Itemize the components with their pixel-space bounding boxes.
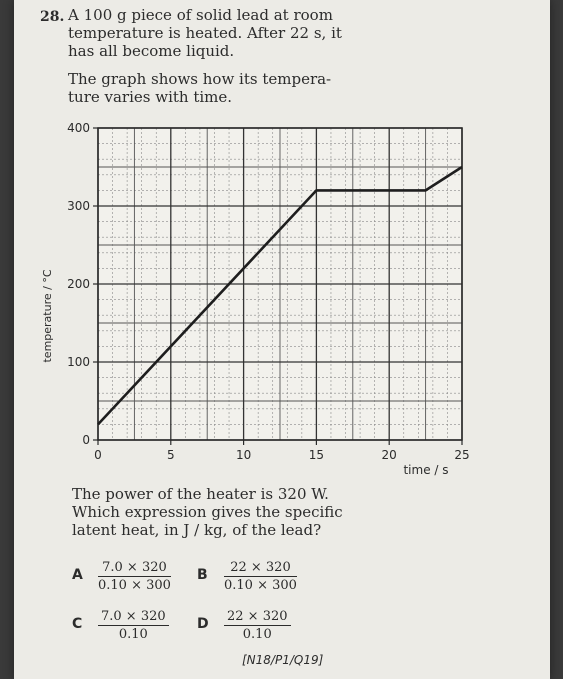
x-tick-label: 20 (381, 448, 397, 462)
x-tick-label: 0 (94, 448, 102, 462)
prompt-line: Which expression gives the specific (72, 503, 343, 521)
question-text (68, 6, 368, 60)
question-line: temperature is heated. After 22 s, it (68, 24, 342, 42)
question-prompt (72, 485, 402, 539)
option-c-numerator: 7.0 × 320 (98, 609, 169, 626)
option-d-expression[interactable] (224, 609, 291, 642)
option-d-denominator: 0.10 (242, 627, 272, 642)
y-axis-label: temperature / °C (41, 269, 54, 363)
x-tick-label: 10 (235, 448, 252, 462)
source-reference: [N18/P1/Q19] (242, 653, 324, 667)
graph-intro (68, 70, 368, 106)
option-a-expression[interactable] (98, 560, 171, 593)
option-a-denominator: 0.10 × 300 (98, 578, 171, 593)
temperature-time-chart (14, 110, 550, 480)
option-b-letter[interactable]: B (197, 567, 208, 583)
option-c-letter[interactable]: C (72, 616, 83, 632)
option-a-letter[interactable]: A (72, 567, 83, 583)
y-tick-label: 0 (82, 433, 90, 447)
x-tick-label: 15 (308, 448, 325, 462)
x-tick-label: 25 (454, 448, 470, 462)
y-tick-label: 300 (67, 199, 90, 213)
option-d-letter[interactable]: D (197, 616, 209, 632)
y-tick-label: 100 (67, 355, 90, 369)
option-d-numerator: 22 × 320 (224, 609, 291, 626)
prompt-line: The power of the heater is 320 W. (72, 485, 329, 503)
option-c-expression[interactable] (98, 609, 169, 642)
x-axis-label: time / s (403, 463, 449, 477)
y-tick-label: 200 (67, 277, 90, 291)
y-tick-label: 400 (67, 121, 90, 135)
question-line: A 100 g piece of solid lead at room (68, 6, 333, 24)
option-a-numerator: 7.0 × 320 (98, 560, 171, 577)
graph-intro-line: ture varies with time. (68, 88, 233, 106)
option-b-numerator: 22 × 320 (224, 560, 297, 577)
question-number: 28. (40, 9, 65, 25)
question-line: has all become liquid. (68, 42, 235, 60)
x-tick-label: 5 (166, 448, 175, 462)
prompt-line: latent heat, in J / kg, of the lead? (72, 521, 322, 539)
option-b-denominator: 0.10 × 300 (224, 578, 297, 593)
graph-intro-line: The graph shows how its tempera- (68, 70, 332, 88)
exam-page (14, 0, 550, 679)
option-c-denominator: 0.10 (118, 627, 148, 642)
option-b-expression[interactable] (224, 560, 297, 593)
